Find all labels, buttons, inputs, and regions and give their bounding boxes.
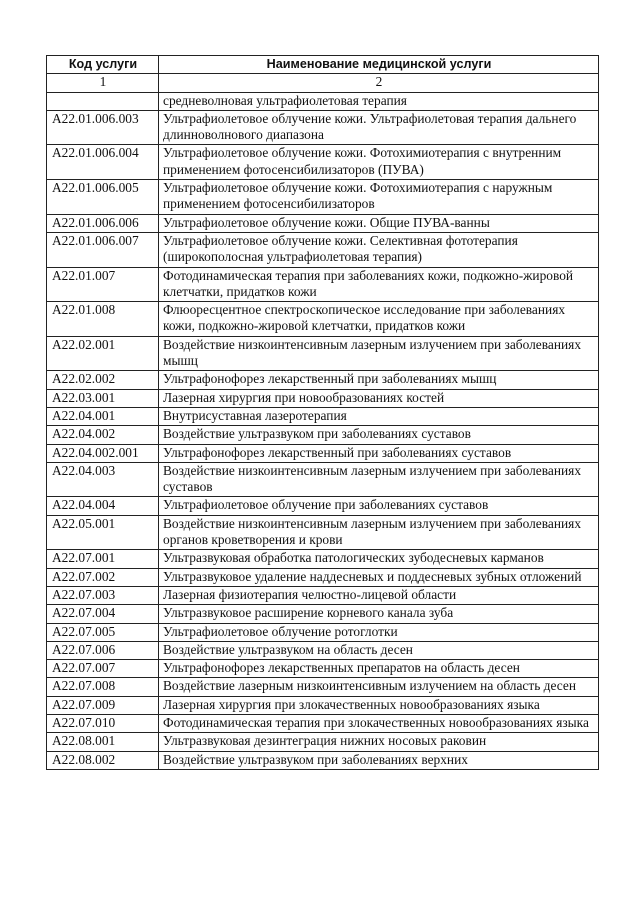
service-code: A22.07.010 [47,714,159,732]
service-code [47,92,159,110]
service-name: средневолновая ультрафиолетовая терапия [159,92,599,110]
service-name: Ультрафонофорез лекарственный при заболеваниях суставов [159,444,599,462]
table-row [47,550,599,568]
service-name: Воздействие ультразвуком на область десен [159,641,599,659]
service-name: Ультрафиолетовое облучение ротоглотки [159,623,599,641]
table-row [47,110,599,145]
service-code: A22.07.002 [47,568,159,586]
service-code: A22.07.003 [47,586,159,604]
table-row [47,214,599,232]
service-name: Ультрафиолетовое облучение кожи. Фотохимиотерапия с внутренним применением фотосенсибилизаторов (ПУВА) [159,145,599,180]
header-row [47,56,599,74]
service-name: Воздействие низкоинтенсивным лазерным излучением при заболеваниях суставов [159,462,599,497]
table-row [47,586,599,604]
service-name: Фотодинамическая терапия при злокачественных новообразованиях языка [159,714,599,732]
table-row [47,426,599,444]
service-name: Флюоресцентное спектроскопическое исследование при заболеваниях кожи, подкожно-жировой клетчатки, придатков кожи [159,302,599,337]
table-row [47,92,599,110]
service-code: A22.01.007 [47,267,159,302]
table-row [47,180,599,215]
service-name: Лазерная физиотерапия челюстно-лицевой области [159,586,599,604]
table-row [47,497,599,515]
service-code: A22.07.007 [47,660,159,678]
header-name: Наименование медицинской услуги [159,56,599,74]
service-name: Ультразвуковая дезинтеграция нижних носовых раковин [159,733,599,751]
service-code: A22.04.001 [47,407,159,425]
column-number-row [47,74,599,92]
column-number-2: 2 [159,74,599,92]
table-row [47,232,599,267]
service-name: Внутрисуставная лазеротерапия [159,407,599,425]
service-code: A22.01.006.005 [47,180,159,215]
table-row [47,336,599,371]
service-code: A22.02.002 [47,371,159,389]
service-name: Ультрафиолетовое облучение кожи. Селективная фототерапия (широкополосная ультрафиолетовая терапия) [159,232,599,267]
service-name: Лазерная хирургия при злокачественных новообразованиях языка [159,696,599,714]
column-number-1: 1 [47,74,159,92]
service-code: A22.07.001 [47,550,159,568]
table-row [47,267,599,302]
table-row [47,302,599,337]
table-row [47,568,599,586]
table-row [47,605,599,623]
service-name: Ультрафиолетовое облучение кожи. Ультрафиолетовая терапия дальнего длинноволнового диапазона [159,110,599,145]
service-name: Ультрафиолетовое облучение кожи. Общие ПУВА-ванны [159,214,599,232]
service-name: Воздействие низкоинтенсивным лазерным излучением при заболеваниях органов кроветворения и крови [159,515,599,550]
service-code: A22.04.002.001 [47,444,159,462]
service-name: Ультразвуковая обработка патологических зубодесневых карманов [159,550,599,568]
table-row [47,678,599,696]
service-code: A22.01.008 [47,302,159,337]
table-row [47,714,599,732]
service-name: Ультрафонофорез лекарственных препаратов на область десен [159,660,599,678]
table-row [47,751,599,769]
service-code: A22.07.009 [47,696,159,714]
table-row [47,733,599,751]
service-name: Лазерная хирургия при новообразованиях костей [159,389,599,407]
service-name: Воздействие низкоинтенсивным лазерным излучением при заболеваниях мышц [159,336,599,371]
service-code: A22.08.001 [47,733,159,751]
table-row [47,660,599,678]
header-code: Код услуги [47,56,159,74]
table-row [47,696,599,714]
service-code: A22.07.008 [47,678,159,696]
service-name: Фотодинамическая терапия при заболеваниях кожи, подкожно-жировой клетчатки, придатков кожи [159,267,599,302]
service-code: A22.01.006.007 [47,232,159,267]
service-name: Воздействие лазерным низкоинтенсивным излучением на область десен [159,678,599,696]
service-code: A22.04.004 [47,497,159,515]
table-row [47,623,599,641]
service-code: A22.04.002 [47,426,159,444]
service-code: A22.05.001 [47,515,159,550]
table-row [47,371,599,389]
table-row [47,462,599,497]
service-name: Ультрафиолетовое облучение при заболеваниях суставов [159,497,599,515]
service-code: A22.01.006.003 [47,110,159,145]
service-name: Ультрафонофорез лекарственный при заболеваниях мышц [159,371,599,389]
service-code: A22.01.006.004 [47,145,159,180]
service-code: A22.07.006 [47,641,159,659]
service-name: Воздействие ультразвуком при заболеваниях суставов [159,426,599,444]
table-row [47,444,599,462]
service-name: Ультразвуковое расширение корневого канала зуба [159,605,599,623]
service-name: Ультрафиолетовое облучение кожи. Фотохимиотерапия с наружным применением фотосенсибилизаторов [159,180,599,215]
service-name: Ультразвуковое удаление наддесневых и поддесневых зубных отложений [159,568,599,586]
table-row [47,641,599,659]
service-code: A22.02.001 [47,336,159,371]
service-name: Воздействие ультразвуком при заболеваниях верхних [159,751,599,769]
service-code: A22.07.005 [47,623,159,641]
service-code: A22.01.006.006 [47,214,159,232]
service-code: A22.08.002 [47,751,159,769]
table-row [47,389,599,407]
services-table [46,55,599,770]
table-body [47,92,599,769]
table-row [47,407,599,425]
service-code: A22.04.003 [47,462,159,497]
service-code: A22.07.004 [47,605,159,623]
service-code: A22.03.001 [47,389,159,407]
table-row [47,515,599,550]
table-row [47,145,599,180]
